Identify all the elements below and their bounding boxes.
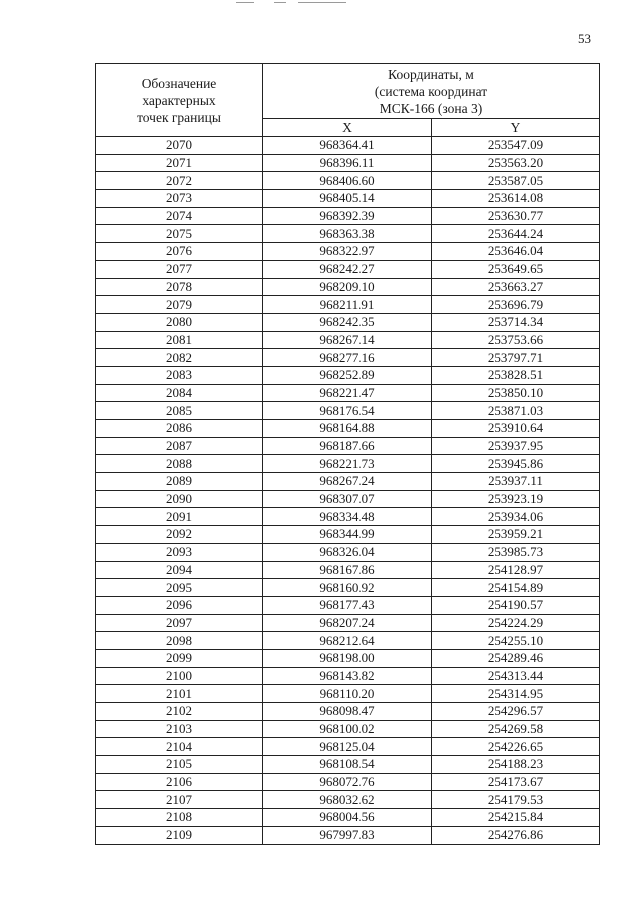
cell-x: 968100.02 (263, 720, 432, 738)
header-line: Координаты, м (388, 66, 474, 82)
cell-y: 253850.10 (432, 384, 600, 402)
cell-point: 2089 (96, 473, 263, 491)
cell-x: 968098.47 (263, 703, 432, 721)
cell-y: 253934.06 (432, 508, 600, 526)
cell-point: 2103 (96, 720, 263, 738)
cell-point: 2071 (96, 154, 263, 172)
cell-x: 968221.73 (263, 455, 432, 473)
table-row (96, 614, 600, 632)
table-row (96, 738, 600, 756)
cell-x: 968143.82 (263, 667, 432, 685)
cell-y: 253871.03 (432, 402, 600, 420)
cell-point: 2081 (96, 331, 263, 349)
cell-y: 254276.86 (432, 826, 600, 844)
cell-x: 968406.60 (263, 172, 432, 190)
table-row (96, 826, 600, 844)
cell-x: 968267.14 (263, 331, 432, 349)
cell-x: 968212.64 (263, 632, 432, 650)
cell-x: 968164.88 (263, 420, 432, 438)
cell-y: 254289.46 (432, 649, 600, 667)
cell-y: 253696.79 (432, 296, 600, 314)
cell-y: 254190.57 (432, 596, 600, 614)
cell-point: 2085 (96, 402, 263, 420)
cell-y: 254188.23 (432, 756, 600, 774)
table-row (96, 243, 600, 261)
table-row (96, 137, 600, 155)
cell-point: 2073 (96, 190, 263, 208)
cell-point: 2074 (96, 207, 263, 225)
table-row (96, 579, 600, 597)
cell-y: 253649.65 (432, 260, 600, 278)
table-row (96, 331, 600, 349)
scan-mark (274, 2, 286, 3)
cell-point: 2088 (96, 455, 263, 473)
cell-point: 2086 (96, 420, 263, 438)
cell-point: 2101 (96, 685, 263, 703)
cell-y: 253587.05 (432, 172, 600, 190)
cell-y: 253753.66 (432, 331, 600, 349)
cell-x: 968125.04 (263, 738, 432, 756)
table-row (96, 313, 600, 331)
scan-mark (298, 2, 346, 3)
cell-x: 968072.76 (263, 773, 432, 791)
cell-y: 253646.04 (432, 243, 600, 261)
table-row (96, 720, 600, 738)
table-row (96, 402, 600, 420)
cell-point: 2083 (96, 366, 263, 384)
header-line: Обозначение (141, 75, 217, 91)
table-row (96, 543, 600, 561)
cell-x: 968176.54 (263, 402, 432, 420)
cell-y: 254255.10 (432, 632, 600, 650)
table-row (96, 508, 600, 526)
cell-point: 2109 (96, 826, 263, 844)
table-row (96, 420, 600, 438)
cell-y: 253945.86 (432, 455, 600, 473)
cell-x: 968334.48 (263, 508, 432, 526)
table-row (96, 437, 600, 455)
table-row (96, 384, 600, 402)
cell-x: 968221.47 (263, 384, 432, 402)
cell-y: 254215.84 (432, 809, 600, 827)
table-row (96, 667, 600, 685)
cell-y: 254173.67 (432, 773, 600, 791)
cell-x: 968198.00 (263, 649, 432, 667)
cell-x: 968160.92 (263, 579, 432, 597)
cell-point: 2096 (96, 596, 263, 614)
cell-point: 2082 (96, 349, 263, 367)
cell-point: 2100 (96, 667, 263, 685)
cell-x: 968326.04 (263, 543, 432, 561)
cell-y: 254313.44 (432, 667, 600, 685)
scan-artifact-marks (236, 2, 346, 5)
cell-x: 968209.10 (263, 278, 432, 296)
cell-x: 968207.24 (263, 614, 432, 632)
cell-y: 254224.29 (432, 614, 600, 632)
header-line: (система координат (374, 83, 488, 99)
cell-point: 2072 (96, 172, 263, 190)
cell-x: 968108.54 (263, 756, 432, 774)
cell-x: 968344.99 (263, 526, 432, 544)
cell-point: 2092 (96, 526, 263, 544)
cell-y: 253937.11 (432, 473, 600, 491)
cell-point: 2084 (96, 384, 263, 402)
cell-point: 2097 (96, 614, 263, 632)
cell-point: 2078 (96, 278, 263, 296)
cell-y: 253959.21 (432, 526, 600, 544)
cell-point: 2095 (96, 579, 263, 597)
cell-y: 254179.53 (432, 791, 600, 809)
cell-x: 968363.38 (263, 225, 432, 243)
table-row (96, 632, 600, 650)
cell-point: 2087 (96, 437, 263, 455)
table-row (96, 349, 600, 367)
cell-point: 2091 (96, 508, 263, 526)
table-row (96, 366, 600, 384)
table-row (96, 154, 600, 172)
cell-x: 968242.27 (263, 260, 432, 278)
table-row (96, 526, 600, 544)
table-row (96, 190, 600, 208)
table-row (96, 791, 600, 809)
table-body (96, 137, 600, 845)
cell-x: 968364.41 (263, 137, 432, 155)
scan-mark (236, 2, 254, 3)
cell-y: 253923.19 (432, 490, 600, 508)
cell-point: 2077 (96, 260, 263, 278)
table-header (96, 64, 600, 137)
cell-x: 968167.86 (263, 561, 432, 579)
table-row (96, 225, 600, 243)
cell-x: 968177.43 (263, 596, 432, 614)
cell-point: 2098 (96, 632, 263, 650)
cell-y: 254154.89 (432, 579, 600, 597)
table-row (96, 685, 600, 703)
cell-x: 968110.20 (263, 685, 432, 703)
cell-point: 2093 (96, 543, 263, 561)
cell-x: 968004.56 (263, 809, 432, 827)
cell-x: 968211.91 (263, 296, 432, 314)
cell-point: 2079 (96, 296, 263, 314)
cell-y: 253663.27 (432, 278, 600, 296)
coordinates-table (95, 63, 600, 845)
table-row (96, 473, 600, 491)
cell-y: 253797.71 (432, 349, 600, 367)
table-row (96, 172, 600, 190)
table-row (96, 703, 600, 721)
cell-x: 968277.16 (263, 349, 432, 367)
cell-point: 2076 (96, 243, 263, 261)
cell-point: 2099 (96, 649, 263, 667)
cell-point: 2070 (96, 137, 263, 155)
cell-y: 253828.51 (432, 366, 600, 384)
table-row (96, 490, 600, 508)
table-row (96, 260, 600, 278)
cell-x: 968307.07 (263, 490, 432, 508)
cell-point: 2080 (96, 313, 263, 331)
table-row (96, 809, 600, 827)
table-row (96, 596, 600, 614)
table-row (96, 561, 600, 579)
cell-y: 253985.73 (432, 543, 600, 561)
cell-point: 2106 (96, 773, 263, 791)
cell-y: 254128.97 (432, 561, 600, 579)
cell-x: 968187.66 (263, 437, 432, 455)
cell-point: 2090 (96, 490, 263, 508)
cell-y: 253644.24 (432, 225, 600, 243)
table-row (96, 296, 600, 314)
cell-point: 2094 (96, 561, 263, 579)
cell-x: 968252.89 (263, 366, 432, 384)
cell-x: 968392.39 (263, 207, 432, 225)
cell-point: 2107 (96, 791, 263, 809)
cell-y: 254314.95 (432, 685, 600, 703)
table-row (96, 278, 600, 296)
cell-y: 253630.77 (432, 207, 600, 225)
table-row (96, 773, 600, 791)
table-row (96, 756, 600, 774)
cell-y: 253563.20 (432, 154, 600, 172)
cell-y: 253910.64 (432, 420, 600, 438)
header-coordinates (263, 64, 600, 119)
header-x: X (263, 119, 432, 137)
cell-x: 967997.83 (263, 826, 432, 844)
header-line: МСК-166 (зона 3) (379, 100, 483, 116)
cell-point: 2075 (96, 225, 263, 243)
cell-y: 253714.34 (432, 313, 600, 331)
cell-point: 2102 (96, 703, 263, 721)
cell-x: 968322.97 (263, 243, 432, 261)
cell-x: 968405.14 (263, 190, 432, 208)
cell-point: 2104 (96, 738, 263, 756)
cell-x: 968242.35 (263, 313, 432, 331)
header-line: характерных (142, 92, 216, 108)
header-y: Y (432, 119, 600, 137)
cell-y: 254269.58 (432, 720, 600, 738)
cell-x: 968032.62 (263, 791, 432, 809)
page-number: 53 (578, 31, 591, 46)
table-row (96, 455, 600, 473)
cell-y: 253614.08 (432, 190, 600, 208)
cell-y: 253937.95 (432, 437, 600, 455)
header-line: точек границы (137, 109, 221, 125)
cell-y: 254226.65 (432, 738, 600, 756)
cell-x: 968267.24 (263, 473, 432, 491)
cell-point: 2108 (96, 809, 263, 827)
cell-x: 968396.11 (263, 154, 432, 172)
cell-point: 2105 (96, 756, 263, 774)
table-row (96, 207, 600, 225)
cell-y: 253547.09 (432, 137, 600, 155)
cell-y: 254296.57 (432, 703, 600, 721)
header-point-designation (96, 64, 263, 137)
table-row (96, 649, 600, 667)
